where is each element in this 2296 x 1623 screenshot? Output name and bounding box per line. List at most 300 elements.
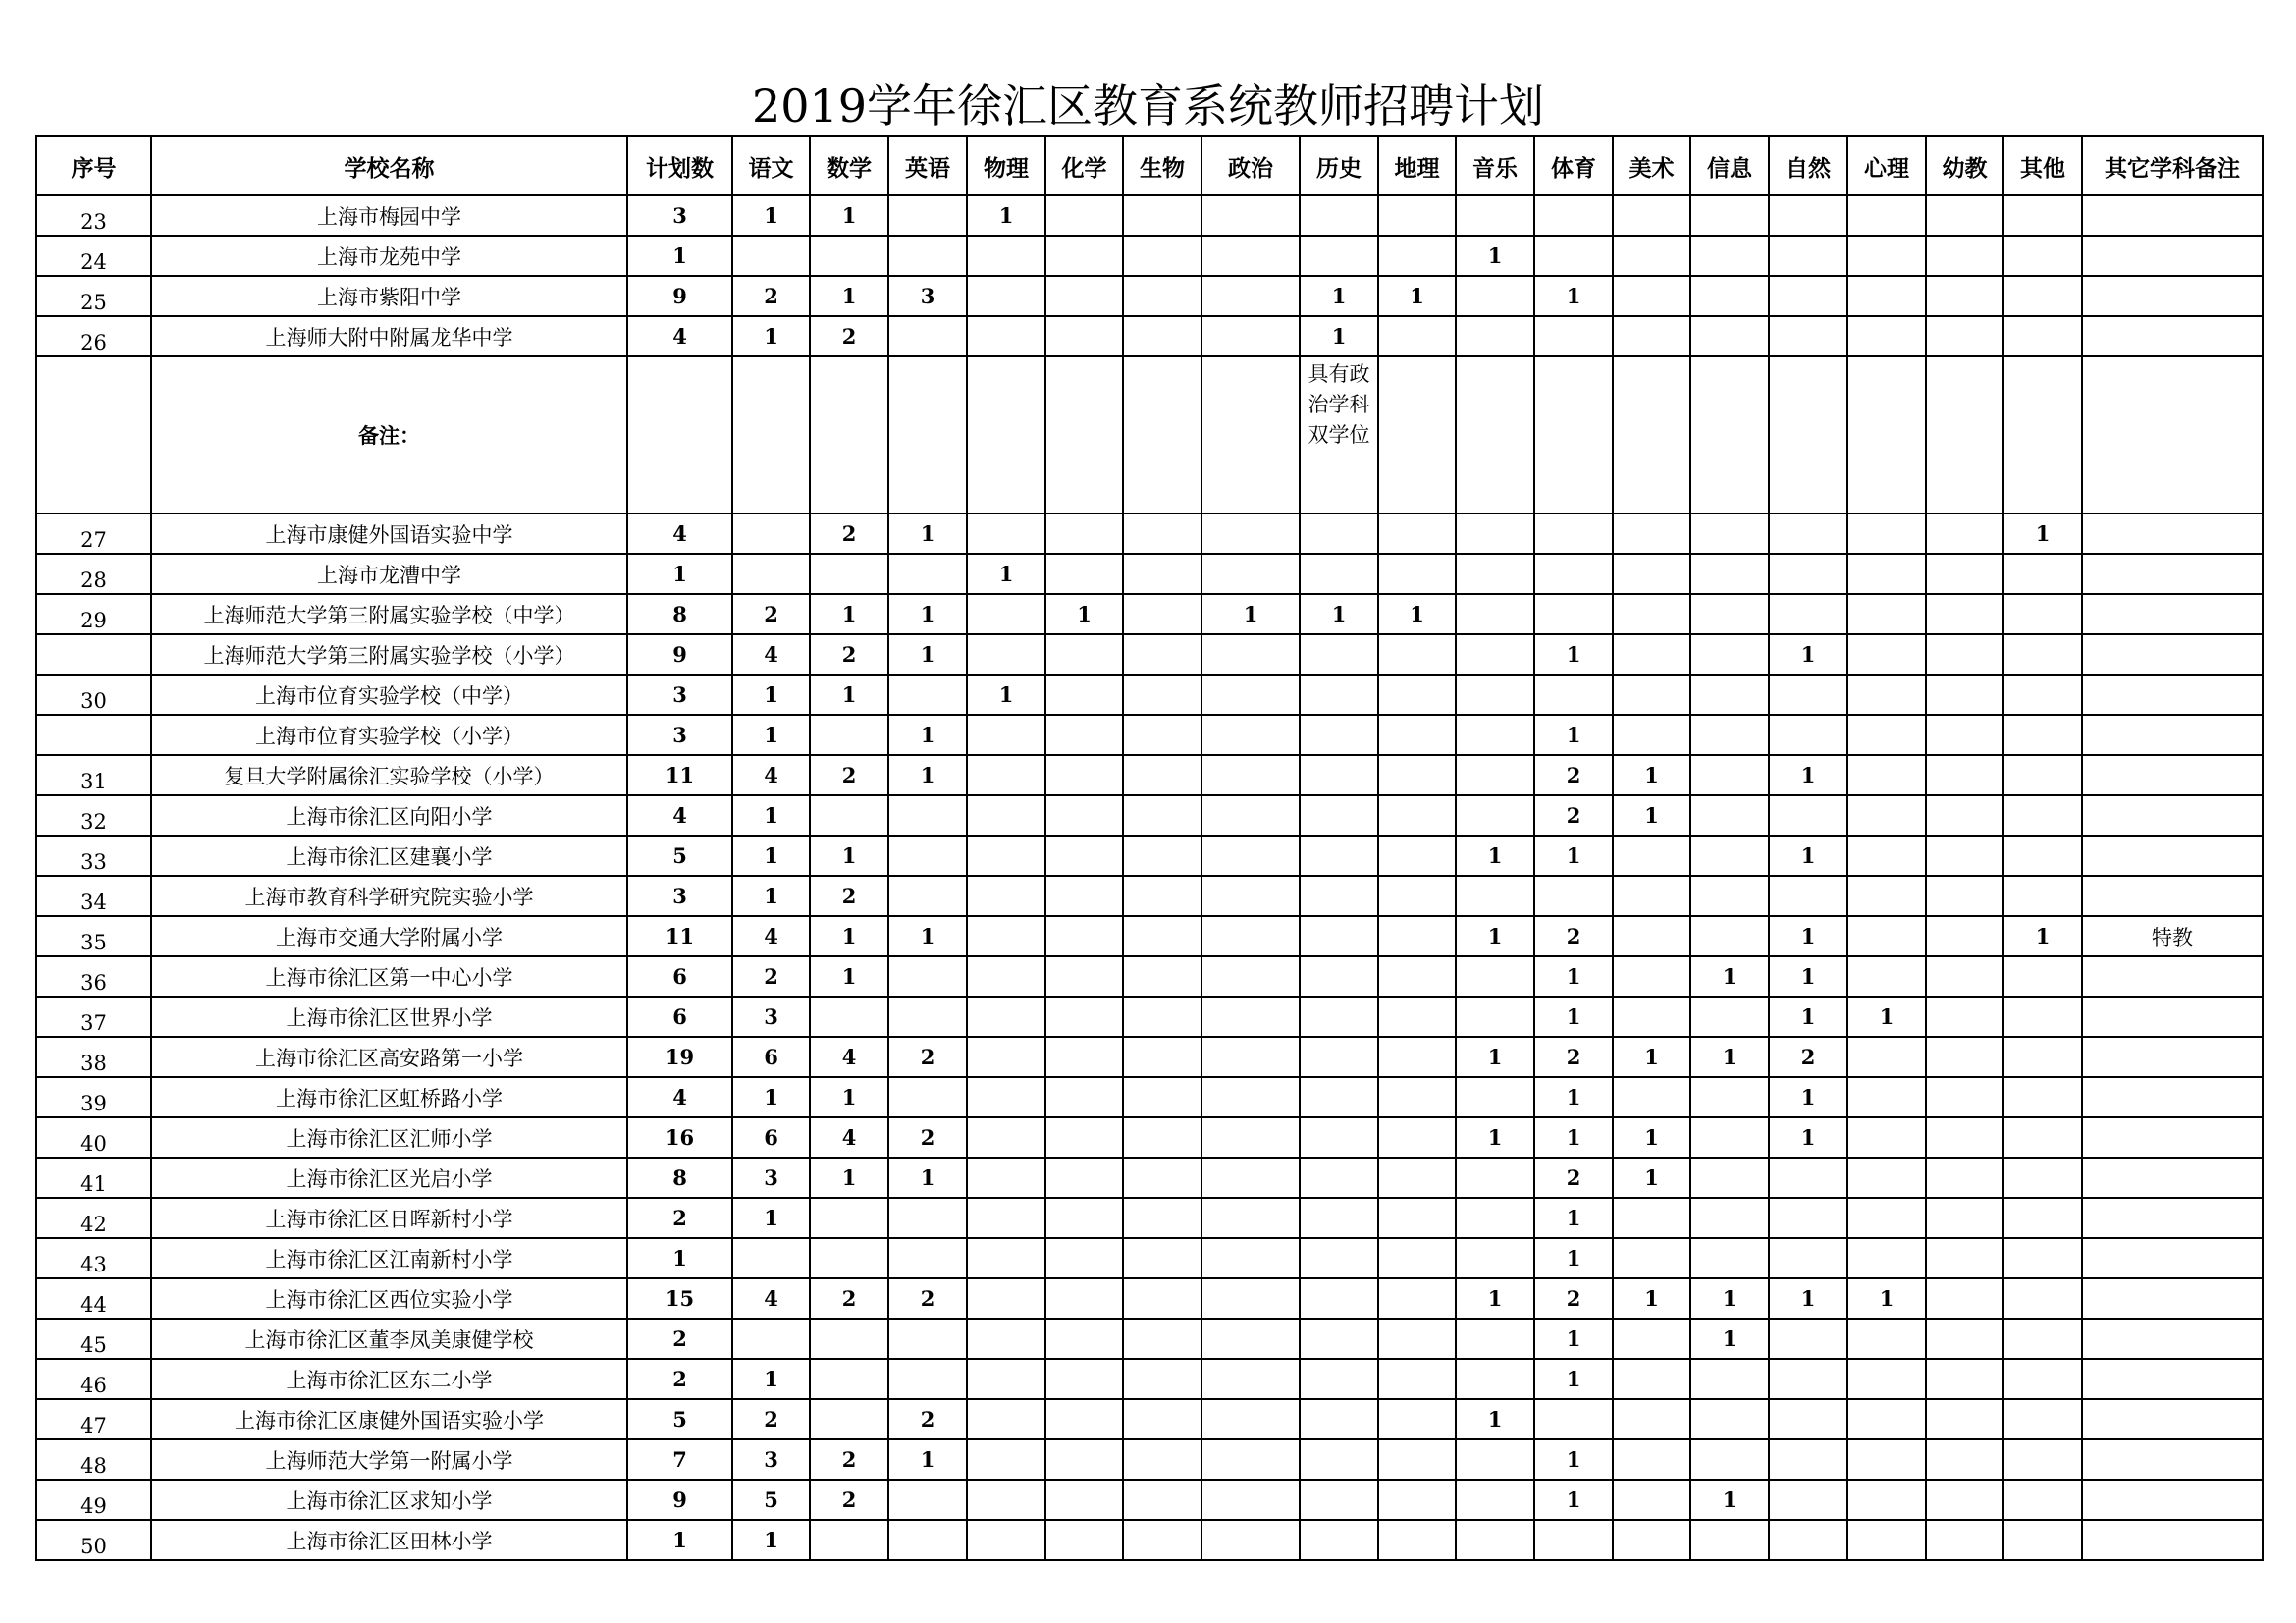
subject-count-cell [1613,594,1690,634]
remark-cell [2082,956,2263,997]
subject-count-cell: 2 [888,1117,967,1158]
subject-count-cell [1769,236,1847,276]
subject-count-cell [1847,276,1926,316]
subject-count-cell: 1 [1300,276,1378,316]
subject-count-cell [1201,956,1300,997]
remark-cell [2082,715,2263,755]
subject-count-cell [1690,554,1769,594]
column-header: 生物 [1123,136,1201,195]
school-name: 上海市徐汇区世界小学 [151,997,627,1037]
subject-count-cell [1201,1238,1300,1278]
school-name: 上海市康健外国语实验中学 [151,514,627,554]
subject-count-cell [888,795,967,836]
subject-count-cell [1847,836,1926,876]
subject-count-cell [2003,876,2082,916]
subject-count-cell [1123,675,1201,715]
subject-count-cell [1378,514,1456,554]
subject-count-cell [967,1439,1045,1480]
subject-count-cell: 1 [1045,594,1123,634]
school-name: 上海市徐汇区建襄小学 [151,836,627,876]
subject-count-cell [1300,876,1378,916]
subject-count-cell [1045,1359,1123,1399]
subject-count-cell [2003,1077,2082,1117]
row-seq: 37 [36,997,151,1037]
subject-count-cell: 1 [1769,1077,1847,1117]
subject-count-cell [1300,997,1378,1037]
subject-count-cell: 2 [810,1278,888,1319]
subject-count-cell [1201,675,1300,715]
table-row [36,1399,2263,1439]
subject-count-cell [1378,1158,1456,1198]
subject-count-cell [967,795,1045,836]
subject-count-cell [1926,1480,2003,1520]
subject-count-cell [1456,1198,1534,1238]
school-name: 上海市龙漕中学 [151,554,627,594]
subject-count-cell [1123,1077,1201,1117]
subject-count-cell [1045,634,1123,675]
subject-count-cell [1926,594,2003,634]
subject-count-cell [1926,795,2003,836]
subject-count-cell [2003,675,2082,715]
subject-count-cell: 1 [1456,916,1534,956]
subject-count-cell: 2 [732,956,810,997]
subject-count-cell [1613,956,1690,997]
subject-count-cell [1534,554,1613,594]
subject-count-cell [2003,1117,2082,1158]
subject-count-cell [1456,715,1534,755]
subject-count-cell [2003,836,2082,876]
subject-count-cell [1201,1278,1300,1319]
subject-count-cell [1045,1077,1123,1117]
subject-count-cell [2003,594,2082,634]
subject-count-cell: 1 [1456,1399,1534,1439]
subject-count-cell [967,876,1045,916]
subject-count-cell: 1 [1534,997,1613,1037]
subject-count-cell: 1 [1534,715,1613,755]
subject-count-cell [888,1238,967,1278]
subject-count-cell [967,1399,1045,1439]
table-row [36,1158,2263,1198]
remark-cell [2082,195,2263,236]
subject-count-cell: 2 [888,1278,967,1319]
plan-count-cell: 5 [627,836,732,876]
subject-count-cell [1690,675,1769,715]
subject-count-cell [888,836,967,876]
table-cell [1456,356,1534,514]
plan-count-cell: 8 [627,594,732,634]
subject-count-cell [967,236,1045,276]
subject-count-cell [1926,1520,2003,1560]
subject-count-cell [1201,1319,1300,1359]
table-row [36,316,2263,356]
remark-cell [2082,836,2263,876]
table-cell [1534,356,1613,514]
subject-count-cell [1926,276,2003,316]
table-row [36,1480,2263,1520]
subject-count-cell [1201,916,1300,956]
subject-count-cell [1769,795,1847,836]
remark-cell [2082,876,2263,916]
subject-count-cell [1613,1319,1690,1359]
subject-count-cell [2003,795,2082,836]
subject-count-cell [810,1359,888,1399]
subject-count-cell [1456,1158,1534,1198]
subject-count-cell [1045,1158,1123,1198]
subject-count-cell [1847,195,1926,236]
subject-count-cell [1690,795,1769,836]
subject-count-cell: 1 [732,1359,810,1399]
school-name: 上海师大附中附属龙华中学 [151,316,627,356]
subject-count-cell [1613,1077,1690,1117]
remark-cell [2082,276,2263,316]
subject-count-cell [1769,316,1847,356]
subject-count-cell [1847,1077,1926,1117]
subject-count-cell [1926,916,2003,956]
table-row [36,715,2263,755]
subject-count-cell: 1 [1769,916,1847,956]
subject-count-cell: 1 [1769,956,1847,997]
subject-count-cell: 1 [1378,594,1456,634]
subject-count-cell [888,1359,967,1399]
subject-count-cell [1300,956,1378,997]
row-seq: 35 [36,916,151,956]
subject-count-cell [1123,876,1201,916]
subject-count-cell [888,1480,967,1520]
subject-count-cell [1378,236,1456,276]
subject-count-cell [1926,755,2003,795]
column-header: 幼教 [1926,136,2003,195]
subject-count-cell [1769,276,1847,316]
subject-count-cell [810,236,888,276]
subject-count-cell: 1 [967,675,1045,715]
subject-count-cell [1769,1520,1847,1560]
subject-count-cell [1378,836,1456,876]
row-seq: 29 [36,594,151,634]
table-row [36,1439,2263,1480]
subject-count-cell: 2 [888,1037,967,1077]
subject-count-cell [1456,1359,1534,1399]
subject-count-cell [888,1319,967,1359]
column-header: 语文 [732,136,810,195]
subject-count-cell [1300,1037,1378,1077]
subject-count-cell [1201,1158,1300,1198]
subject-count-cell: 2 [810,316,888,356]
subject-count-cell [2003,1238,2082,1278]
table-row [36,1278,2263,1319]
subject-count-cell [1300,795,1378,836]
table-cell [732,356,810,514]
subject-count-cell [1045,1278,1123,1319]
plan-count-cell: 9 [627,1480,732,1520]
subject-count-cell [1378,795,1456,836]
subject-count-cell [1300,1117,1378,1158]
row-seq: 25 [36,276,151,316]
subject-count-cell [1378,1359,1456,1399]
plan-count-cell: 4 [627,795,732,836]
subject-count-cell [1769,1439,1847,1480]
column-header: 美术 [1613,136,1690,195]
table-row [36,1359,2263,1399]
table-row [36,1319,2263,1359]
subject-count-cell: 1 [732,836,810,876]
subject-count-cell: 1 [1534,836,1613,876]
subject-count-cell [1300,1319,1378,1359]
remark-cell [2082,594,2263,634]
subject-count-cell [1456,997,1534,1037]
subject-count-cell [1847,876,1926,916]
subject-count-cell [1045,1238,1123,1278]
subject-count-cell [967,1520,1045,1560]
recruitment-table [35,135,2264,1561]
subject-count-cell [1045,997,1123,1037]
school-name: 上海市位育实验学校（小学） [151,715,627,755]
subject-count-cell [1456,634,1534,675]
column-header: 计划数 [627,136,732,195]
subject-count-cell [1300,1077,1378,1117]
subject-count-cell [2003,715,2082,755]
school-name: 上海市紫阳中学 [151,276,627,316]
remark-cell [2082,1037,2263,1077]
remark-cell [2082,1399,2263,1439]
subject-count-cell [1613,1198,1690,1238]
remark-cell [2082,1198,2263,1238]
subject-count-cell: 1 [888,1158,967,1198]
subject-count-cell: 1 [1769,755,1847,795]
column-header: 化学 [1045,136,1123,195]
subject-count-cell [1123,1117,1201,1158]
subject-count-cell [1769,876,1847,916]
table-row [36,554,2263,594]
plan-count-cell: 6 [627,997,732,1037]
table-row [36,236,2263,276]
subject-count-cell [1378,1439,1456,1480]
subject-count-cell: 1 [1690,956,1769,997]
subject-count-cell [1769,1399,1847,1439]
subject-count-cell [1123,1399,1201,1439]
subject-count-cell [888,195,967,236]
subject-count-cell [1201,876,1300,916]
subject-count-cell [1690,755,1769,795]
subject-count-cell: 3 [732,1439,810,1480]
subject-count-cell [1613,316,1690,356]
subject-count-cell [1201,554,1300,594]
subject-count-cell [2003,236,2082,276]
row-seq: 50 [36,1520,151,1560]
table-cell [1690,356,1769,514]
school-name: 上海市徐汇区求知小学 [151,1480,627,1520]
subject-count-cell [1201,997,1300,1037]
plan-count-cell: 15 [627,1278,732,1319]
subject-count-cell [1690,1359,1769,1399]
remark-cell [2082,1520,2263,1560]
plan-count-cell: 16 [627,1117,732,1158]
school-name: 上海师范大学第一附属小学 [151,1439,627,1480]
subject-count-cell: 1 [810,1077,888,1117]
subject-count-cell [1300,554,1378,594]
subject-count-cell: 5 [732,1480,810,1520]
subject-count-cell [1690,1439,1769,1480]
school-name: 复旦大学附属徐汇实验学校（小学） [151,755,627,795]
table-cell [888,356,967,514]
subject-count-cell [1045,755,1123,795]
school-name: 上海市交通大学附属小学 [151,916,627,956]
subject-count-cell [1045,514,1123,554]
table-row [36,795,2263,836]
subject-count-cell [732,1238,810,1278]
remark-cell [2082,1158,2263,1198]
subject-count-cell [1456,594,1534,634]
subject-count-cell [1847,1399,1926,1439]
subject-count-cell [967,634,1045,675]
subject-count-cell [1123,316,1201,356]
subject-count-cell: 3 [732,1158,810,1198]
subject-count-cell: 1 [1613,1037,1690,1077]
subject-count-cell [1123,755,1201,795]
subject-count-cell: 1 [732,195,810,236]
row-seq: 38 [36,1037,151,1077]
subject-count-cell: 1 [1456,1037,1534,1077]
subject-count-cell: 1 [810,836,888,876]
subject-count-cell [1926,1198,2003,1238]
subject-count-cell [1123,916,1201,956]
subject-count-cell: 1 [1534,1319,1613,1359]
subject-count-cell: 4 [732,634,810,675]
subject-count-cell [1123,715,1201,755]
subject-count-cell: 1 [1378,276,1456,316]
subject-count-cell [1769,1319,1847,1359]
remark-cell [2082,1238,2263,1278]
subject-count-cell: 1 [1613,1117,1690,1158]
subject-count-cell [1045,836,1123,876]
subject-count-cell: 1 [1690,1480,1769,1520]
subject-count-cell [1690,1198,1769,1238]
subject-count-cell [1769,1480,1847,1520]
subject-count-cell [1300,715,1378,755]
subject-count-cell [1769,1238,1847,1278]
subject-count-cell [810,1238,888,1278]
subject-count-cell [1123,1319,1201,1359]
subject-count-cell [1300,1278,1378,1319]
subject-count-cell [1300,1238,1378,1278]
row-seq: 40 [36,1117,151,1158]
remark-cell [2082,795,2263,836]
remark-cell [2082,514,2263,554]
subject-count-cell [2003,1278,2082,1319]
subject-count-cell [1769,554,1847,594]
subject-count-cell: 1 [732,1077,810,1117]
subject-count-cell: 1 [1300,594,1378,634]
school-name: 上海市徐汇区光启小学 [151,1158,627,1198]
subject-count-cell [967,1319,1045,1359]
subject-count-cell [810,997,888,1037]
table-row [36,916,2263,956]
subject-count-cell [1300,634,1378,675]
subject-count-cell [1847,1198,1926,1238]
subject-count-cell: 1 [810,594,888,634]
subject-count-cell [1300,236,1378,276]
subject-count-cell: 1 [1534,1238,1613,1278]
subject-count-cell [2003,554,2082,594]
table-row [36,1198,2263,1238]
subject-count-cell [810,1319,888,1359]
subject-count-cell [1926,1158,2003,1198]
subject-count-cell [2003,1037,2082,1077]
column-header: 历史 [1300,136,1378,195]
row-seq: 32 [36,795,151,836]
subject-count-cell: 1 [810,956,888,997]
subject-count-cell [1613,876,1690,916]
subject-count-cell [2003,195,2082,236]
subject-count-cell: 4 [732,755,810,795]
subject-count-cell: 6 [732,1037,810,1077]
subject-count-cell [1847,316,1926,356]
subject-count-cell: 4 [810,1037,888,1077]
subject-count-cell [1300,1359,1378,1399]
subject-count-cell [1045,1439,1123,1480]
subject-count-cell [1456,755,1534,795]
plan-count-cell: 3 [627,195,732,236]
subject-count-cell: 1 [888,514,967,554]
subject-count-cell [1378,316,1456,356]
school-name: 上海市徐汇区高安路第一小学 [151,1037,627,1077]
subject-count-cell [1300,1158,1378,1198]
table-cell [36,356,151,514]
note-label: 备注： [151,356,627,514]
subject-count-cell [1534,1520,1613,1560]
subject-count-cell [1456,956,1534,997]
subject-count-cell [1456,276,1534,316]
subject-count-cell: 1 [888,1439,967,1480]
remark-cell [2082,1117,2263,1158]
plan-count-cell: 4 [627,514,732,554]
subject-count-cell [2003,1198,2082,1238]
subject-count-cell [1378,715,1456,755]
subject-count-cell [1123,795,1201,836]
subject-count-cell [2003,1480,2082,1520]
subject-count-cell [732,236,810,276]
subject-count-cell [1123,956,1201,997]
subject-count-cell: 2 [1534,1037,1613,1077]
school-name: 上海师范大学第三附属实验学校（中学） [151,594,627,634]
subject-count-cell [967,836,1045,876]
column-header: 其他 [2003,136,2082,195]
subject-count-cell [1201,634,1300,675]
subject-count-cell [1847,236,1926,276]
subject-count-cell: 2 [1534,795,1613,836]
subject-count-cell [1123,236,1201,276]
subject-count-cell: 1 [1300,316,1378,356]
subject-count-cell [1847,594,1926,634]
subject-count-cell [1690,876,1769,916]
subject-count-cell [1613,1399,1690,1439]
row-seq: 44 [36,1278,151,1319]
subject-count-cell [1690,634,1769,675]
table-cell [627,356,732,514]
subject-count-cell [1613,634,1690,675]
subject-count-cell: 1 [1613,795,1690,836]
subject-count-cell [1613,276,1690,316]
column-header: 其它学科备注 [2082,136,2263,195]
subject-count-cell [1926,634,2003,675]
subject-count-cell [967,316,1045,356]
table-cell [810,356,888,514]
subject-count-cell [967,715,1045,755]
subject-count-cell [2003,1319,2082,1359]
plan-count-cell: 7 [627,1439,732,1480]
remark-cell [2082,997,2263,1037]
subject-count-cell: 6 [732,1117,810,1158]
subject-count-cell: 1 [732,795,810,836]
